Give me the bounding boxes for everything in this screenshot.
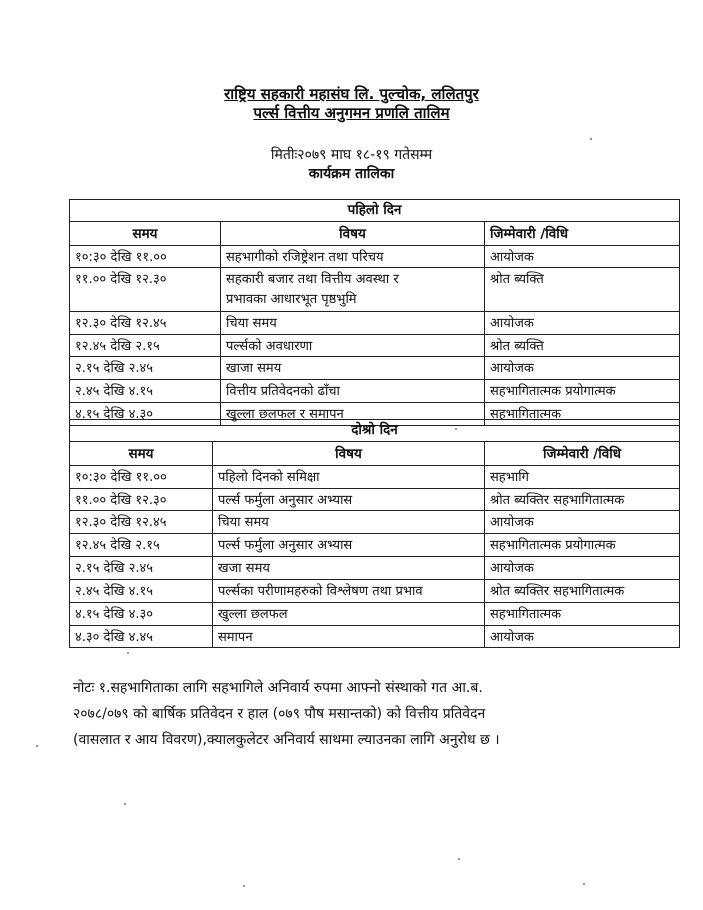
topic-cell: खुल्ला छलफल [212, 603, 484, 625]
responsibility-cell: श्रोत ब्यक्तिर सहभागितात्मक [484, 580, 679, 602]
scan-speck [243, 885, 245, 887]
scan-speck [458, 858, 460, 860]
topic-line-2: प्रभावका आधारभूत पृष्ठभुमि [226, 292, 357, 307]
day2-title: दोश्रो दिन [70, 420, 679, 442]
scan-speck [590, 138, 592, 140]
topic-cell [220, 268, 484, 311]
responsibility-cell: सहभागि [484, 466, 679, 488]
topic-cell: खजा समय [212, 557, 484, 579]
time-cell: २.४५ देखि ४.१५ [75, 584, 153, 599]
table-row [70, 357, 679, 380]
time-cell: १२.३० देखि १२.४५ [75, 316, 167, 331]
time-cell: २.१५ देखि २.४५ [75, 361, 153, 376]
responsibility-cell: श्रोत ब्यक्ति [484, 268, 679, 311]
responsibility-cell: सहभागितात्मक [484, 603, 679, 625]
time-cell: ११.०० देखि १२.३० [75, 493, 167, 508]
table-row [70, 626, 679, 647]
topic-cell: सहभागीको रजिष्ट्रेशन तथा परिचय [220, 246, 484, 267]
day1-table [69, 199, 680, 426]
note-block [73, 675, 633, 753]
topic-line-1: सहकारी बजार तथा वित्तीय अवस्था र [226, 272, 399, 287]
responsibility-cell: आयोजक [484, 557, 679, 579]
topic-cell: समापन [212, 626, 484, 647]
responsibility-cell: सहभागितात्मक [484, 403, 679, 425]
table-row [70, 534, 679, 557]
responsibility-cell: आयोजक [484, 312, 679, 334]
topic-cell: पर्ल्सको अवधारणा [220, 335, 484, 356]
responsibility-cell: आयोजक [484, 246, 679, 267]
topic-cell: खुल्ला छलफल र समापन [220, 403, 484, 425]
scan-speck [36, 745, 38, 747]
time-cell: १२.४५ देखि २.१५ [75, 339, 160, 354]
scan-speck [455, 428, 457, 430]
date-line: मितीः२०७९ माघ १८-१९ गतेसम्म [270, 147, 433, 163]
table-row [70, 246, 679, 268]
topic-cell: वित्तीय प्रतिवेदनको ढाँचा [220, 380, 484, 402]
responsibility-cell: आयोजक [484, 626, 679, 647]
time-cell: १२.४५ देखि २.१५ [75, 538, 160, 553]
time-cell: ११.०० देखि १२.३० [75, 272, 167, 287]
table-row [70, 489, 679, 511]
time-cell: १२.३० देखि १२.४५ [75, 515, 167, 530]
time-cell: ४.१५ देखि ४.३० [75, 607, 153, 622]
day1-title: पहिलो दिन [70, 200, 679, 222]
col-responsibility-header: जिम्मेवारी /विधि [484, 442, 679, 465]
responsibility-cell: श्रोत ब्यक्तिर सहभागितात्मक [484, 489, 679, 510]
responsibility-cell: सहभागितात्मक प्रयोगात्मक [484, 534, 679, 556]
table-row [70, 466, 679, 489]
responsibility-cell: आयोजक [484, 357, 679, 379]
table-row [70, 335, 679, 357]
responsibility-cell: आयोजक [484, 511, 679, 533]
topic-cell: खाजा समय [220, 357, 484, 379]
time-cell: ४.१५ देखि ४.३० [75, 407, 153, 422]
col-topic-header: विषय [212, 442, 484, 465]
col-topic-header: विषय [220, 222, 484, 245]
topic-cell: पहिलो दिनको समिक्षा [212, 466, 484, 488]
topic-cell: पर्ल्स फर्मुला अनुसार अभ्यास [212, 489, 484, 510]
time-cell: २.१५ देखि २.४५ [75, 561, 153, 576]
training-title: पर्ल्स वित्तीय अनुगमन प्रणलि तालिम [253, 104, 450, 122]
scan-speck [583, 883, 585, 885]
note-line-1: नोटः १.सहभागिताका लागि सहभागिले अनिवार्य रुपमा आफ्नो संस्थाको गत आ.ब. [73, 680, 483, 696]
topic-cell: चिया समय [220, 312, 484, 334]
scan-speck [127, 652, 129, 654]
time-cell: १०:३० देखि ११.०० [75, 470, 167, 485]
table-row [70, 380, 679, 403]
table-row [70, 268, 679, 312]
table-row [70, 312, 679, 335]
responsibility-cell: सहभागितात्मक प्रयोगात्मक [484, 380, 679, 402]
table-row [70, 580, 679, 603]
table-row [70, 603, 679, 626]
topic-cell: पर्ल्स फर्मुला अनुसार अभ्यास [212, 534, 484, 556]
day2-table [69, 419, 680, 648]
schedule-title: कार्यक्रम तालिका [308, 166, 395, 182]
note-line-2: २०७८/०७९ को बार्षिक प्रतिवेदन र हाल (०७९ पौष मसान्तको) को वित्तीय प्रतिवेदन [73, 706, 486, 722]
day1-header-row [70, 222, 679, 246]
time-cell: १०:३० देखि ११.०० [75, 250, 167, 265]
time-cell: २.४५ देखि ४.१५ [75, 384, 153, 399]
responsibility-cell: श्रोत ब्यक्ति [484, 335, 679, 356]
note-line-3: (वासलात र आय विवरण),क्यालकुलेटर अनिवार्य साथमा ल्याउनका लागि अनुरोध छ । [73, 732, 500, 748]
day2-header-row [70, 442, 679, 466]
col-time-header: समय [132, 226, 158, 242]
topic-cell: पर्ल्सका परीणामहरुको विश्लेषण तथा प्रभाव [212, 580, 484, 602]
topic-cell: चिया समय [212, 511, 484, 533]
col-time-header: समय [128, 446, 154, 462]
org-title: राष्ट्रिय सहकारी महासंघ लि. पुल्चोक, ललितपुर [224, 85, 479, 103]
scan-speck [124, 803, 126, 805]
col-responsibility-header: जिम्मेवारी /विधि [484, 222, 679, 245]
table-row [70, 511, 679, 534]
time-cell: ४.३० देखि ४.४५ [75, 630, 153, 645]
table-row [70, 557, 679, 580]
